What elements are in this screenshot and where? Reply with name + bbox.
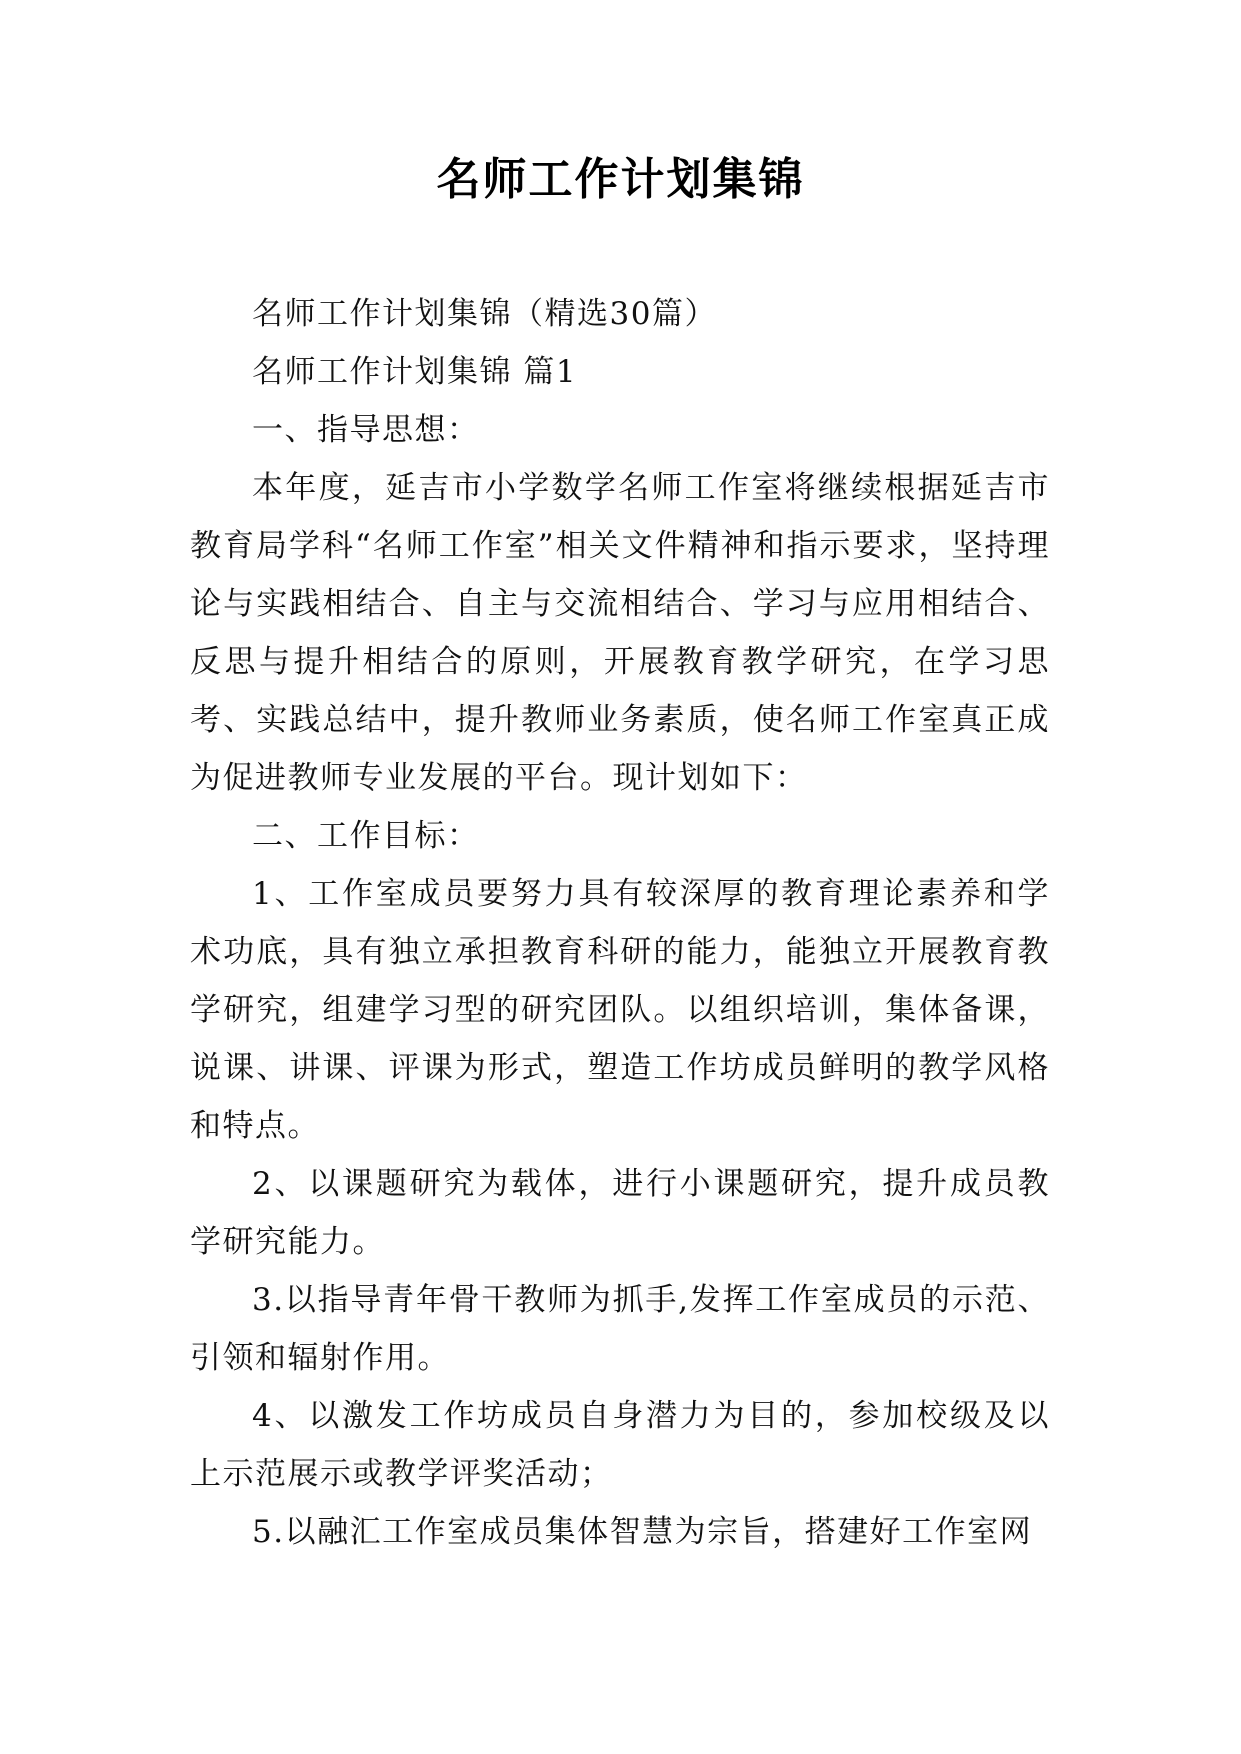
paragraph: 1、工作室成员要努力具有较深厚的教育理论素养和学术功底，具有独立承担教育科研的能力，能独立开展教育教学研究，组建学习型的研究团队。以组织培训，集体备课，说课、讲课、评课为形式，塑造工作坊成员鲜明的教学风格和特点。 [190, 876, 1050, 1144]
paragraph: 名师工作计划集锦（精选30篇） [252, 296, 717, 332]
paragraph: 3.以指导青年骨干教师为抓手,发挥工作室成员的示范、引领和辐射作用。 [190, 1282, 1050, 1376]
document-title: 名师工作计划集锦 [436, 154, 805, 205]
paragraph: 本年度，延吉市小学数学名师工作室将继续根据延吉市教育局学科“名师工作室”相关文件精神和指示要求，坚持理论与实践相结合、自主与交流相结合、学习与应用相结合、反思与提升相结合的原则，开展教育教学研究，在学习思考、实践总结中，提升教师业务素质，使名师工作室真正成为促进教师专业发展的平台。现计划如下： [190, 470, 1050, 796]
paragraph: 4、以激发工作坊成员自身潜力为目的，参加校级及以上示范展示或教学评奖活动； [190, 1398, 1050, 1492]
paragraph: 5.以融汇工作室成员集体智慧为宗旨，搭建好工作室网 [252, 1514, 1033, 1550]
section-heading: 二、工作目标： [252, 818, 480, 854]
section-heading: 一、指导思想： [252, 412, 480, 448]
document-body [190, 285, 1050, 1561]
paragraph: 名师工作计划集锦 篇1 [252, 354, 578, 390]
paragraph: 2、以课题研究为载体，进行小课题研究，提升成员教学研究能力。 [190, 1166, 1050, 1260]
